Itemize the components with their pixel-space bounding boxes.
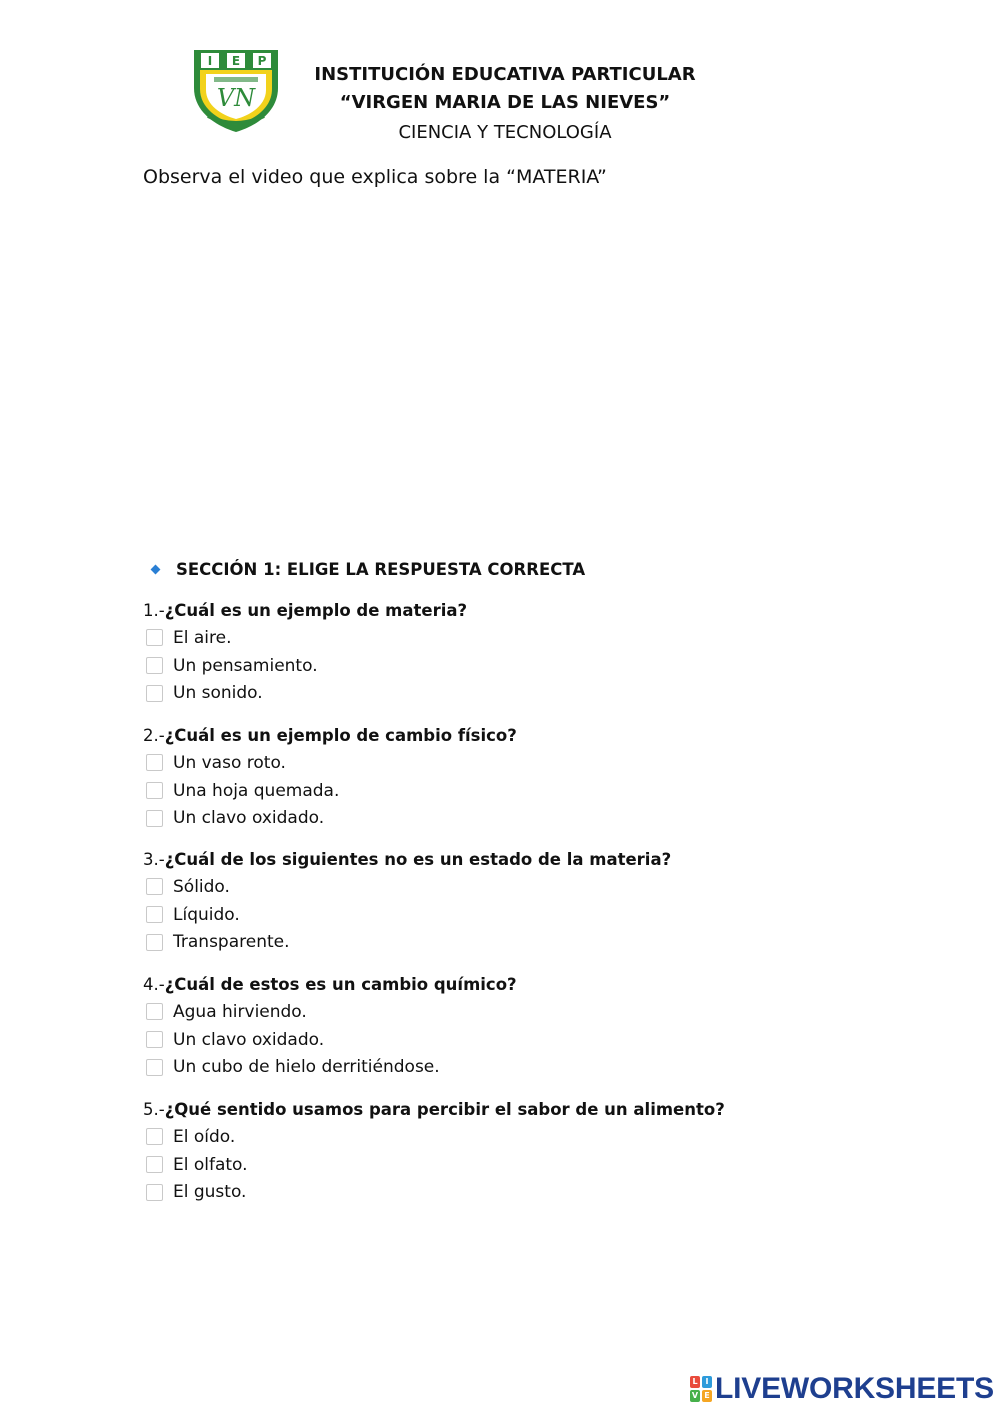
answer-option[interactable] (143, 928, 671, 956)
question-number: 1.- (143, 601, 165, 620)
option-label: Un pensamiento. (173, 655, 318, 676)
diamond-bullet-icon (151, 565, 161, 575)
option-label: El gusto. (173, 1182, 247, 1203)
liveworksheets-logo-icon (690, 1376, 712, 1402)
logo-letter: E (231, 54, 241, 68)
option-label: Una hoja quemada. (173, 780, 340, 801)
question-title (143, 846, 671, 873)
option-label: El aire. (173, 627, 232, 648)
question-text: ¿Cuál de estos es un cambio químico? (164, 975, 517, 994)
question-title (143, 597, 467, 624)
brand-icon-letter: V (691, 1391, 699, 1400)
brand-name: LIVEWORKSHEETS (715, 1372, 994, 1405)
brand-icon-letter: L (690, 1376, 700, 1388)
answer-option[interactable] (143, 1026, 517, 1054)
institution-title: INSTITUCIÓN EDUCATIVA PARTICULAR (314, 64, 696, 85)
intro-text: Observa el video que explica sobre la “MATERIA” (143, 166, 607, 188)
brand-icon-letter: E (702, 1390, 712, 1402)
question-text: ¿Qué sentido usamos para percibir el sabor de un alimento? (164, 1100, 725, 1119)
answer-checkbox[interactable] (146, 878, 163, 895)
option-label: Un cubo de hielo derritiéndose. (173, 1057, 440, 1078)
institution-name: “VIRGEN MARIA DE LAS NIEVES” (339, 92, 671, 113)
school-crest-icon (190, 44, 282, 134)
question-text: ¿Cuál de los siguientes no es un estado de la materia? (164, 850, 672, 869)
option-label: Un vaso roto. (173, 752, 286, 773)
answer-option[interactable] (143, 1151, 725, 1179)
question-number: 5.- (143, 1100, 165, 1119)
answer-checkbox[interactable] (146, 1184, 163, 1201)
option-label: Líquido. (173, 904, 240, 925)
question-title (143, 722, 517, 749)
answer-checkbox[interactable] (146, 754, 163, 771)
section-heading (150, 560, 585, 579)
subject-title: CIENCIA Y TECNOLOGÍA (398, 122, 612, 143)
answer-checkbox[interactable] (146, 657, 163, 674)
question-title (143, 1096, 725, 1123)
answer-checkbox[interactable] (146, 782, 163, 799)
question-4 (143, 971, 517, 1081)
answer-checkbox[interactable] (146, 629, 163, 646)
school-logo (190, 44, 282, 134)
question-text: ¿Cuál es un ejemplo de cambio físico? (164, 726, 517, 745)
answer-checkbox[interactable] (146, 906, 163, 923)
question-5 (143, 1096, 725, 1206)
question-number: 4.- (143, 975, 165, 994)
question-3 (143, 846, 671, 956)
answer-option[interactable] (143, 998, 517, 1026)
answer-checkbox[interactable] (146, 1003, 163, 1020)
question-text: ¿Cuál es un ejemplo de materia? (164, 601, 468, 620)
answer-option[interactable] (143, 652, 467, 680)
answer-checkbox[interactable] (146, 1059, 163, 1076)
answer-option[interactable] (143, 1053, 517, 1081)
option-label: Un clavo oxidado. (173, 1029, 325, 1050)
answer-option[interactable] (143, 749, 517, 777)
option-label: Sólido. (173, 876, 230, 897)
answer-option[interactable] (143, 873, 671, 901)
liveworksheets-brand (690, 1372, 994, 1406)
question-number: 3.- (143, 850, 165, 869)
answer-checkbox[interactable] (146, 1156, 163, 1173)
answer-option[interactable] (143, 777, 517, 805)
answer-option[interactable] (143, 901, 671, 929)
answer-option[interactable] (143, 624, 467, 652)
logo-letter: I (207, 54, 213, 68)
section-title: SECCIÓN 1: ELIGE LA RESPUESTA CORRECTA (176, 560, 586, 579)
question-number: 2.- (143, 726, 165, 745)
question-1 (143, 597, 467, 707)
option-label: Un sonido. (173, 683, 263, 704)
answer-option[interactable] (143, 1123, 725, 1151)
answer-checkbox[interactable] (146, 685, 163, 702)
answer-option[interactable] (143, 804, 517, 832)
logo-letter: P (257, 54, 267, 68)
option-label: El oído. (173, 1126, 236, 1147)
answer-checkbox[interactable] (146, 1128, 163, 1145)
answer-option[interactable] (143, 1178, 725, 1206)
option-label: Agua hirviendo. (173, 1001, 307, 1022)
brand-icon-letter: I (702, 1376, 712, 1388)
question-2 (143, 722, 517, 832)
question-title (143, 971, 517, 998)
answer-checkbox[interactable] (146, 934, 163, 951)
logo-monogram: VN (216, 84, 256, 112)
answer-checkbox[interactable] (146, 1031, 163, 1048)
answer-option[interactable] (143, 679, 467, 707)
option-label: Transparente. (173, 932, 290, 953)
option-label: Un clavo oxidado. (173, 808, 325, 829)
answer-checkbox[interactable] (146, 810, 163, 827)
option-label: El olfato. (173, 1154, 248, 1175)
